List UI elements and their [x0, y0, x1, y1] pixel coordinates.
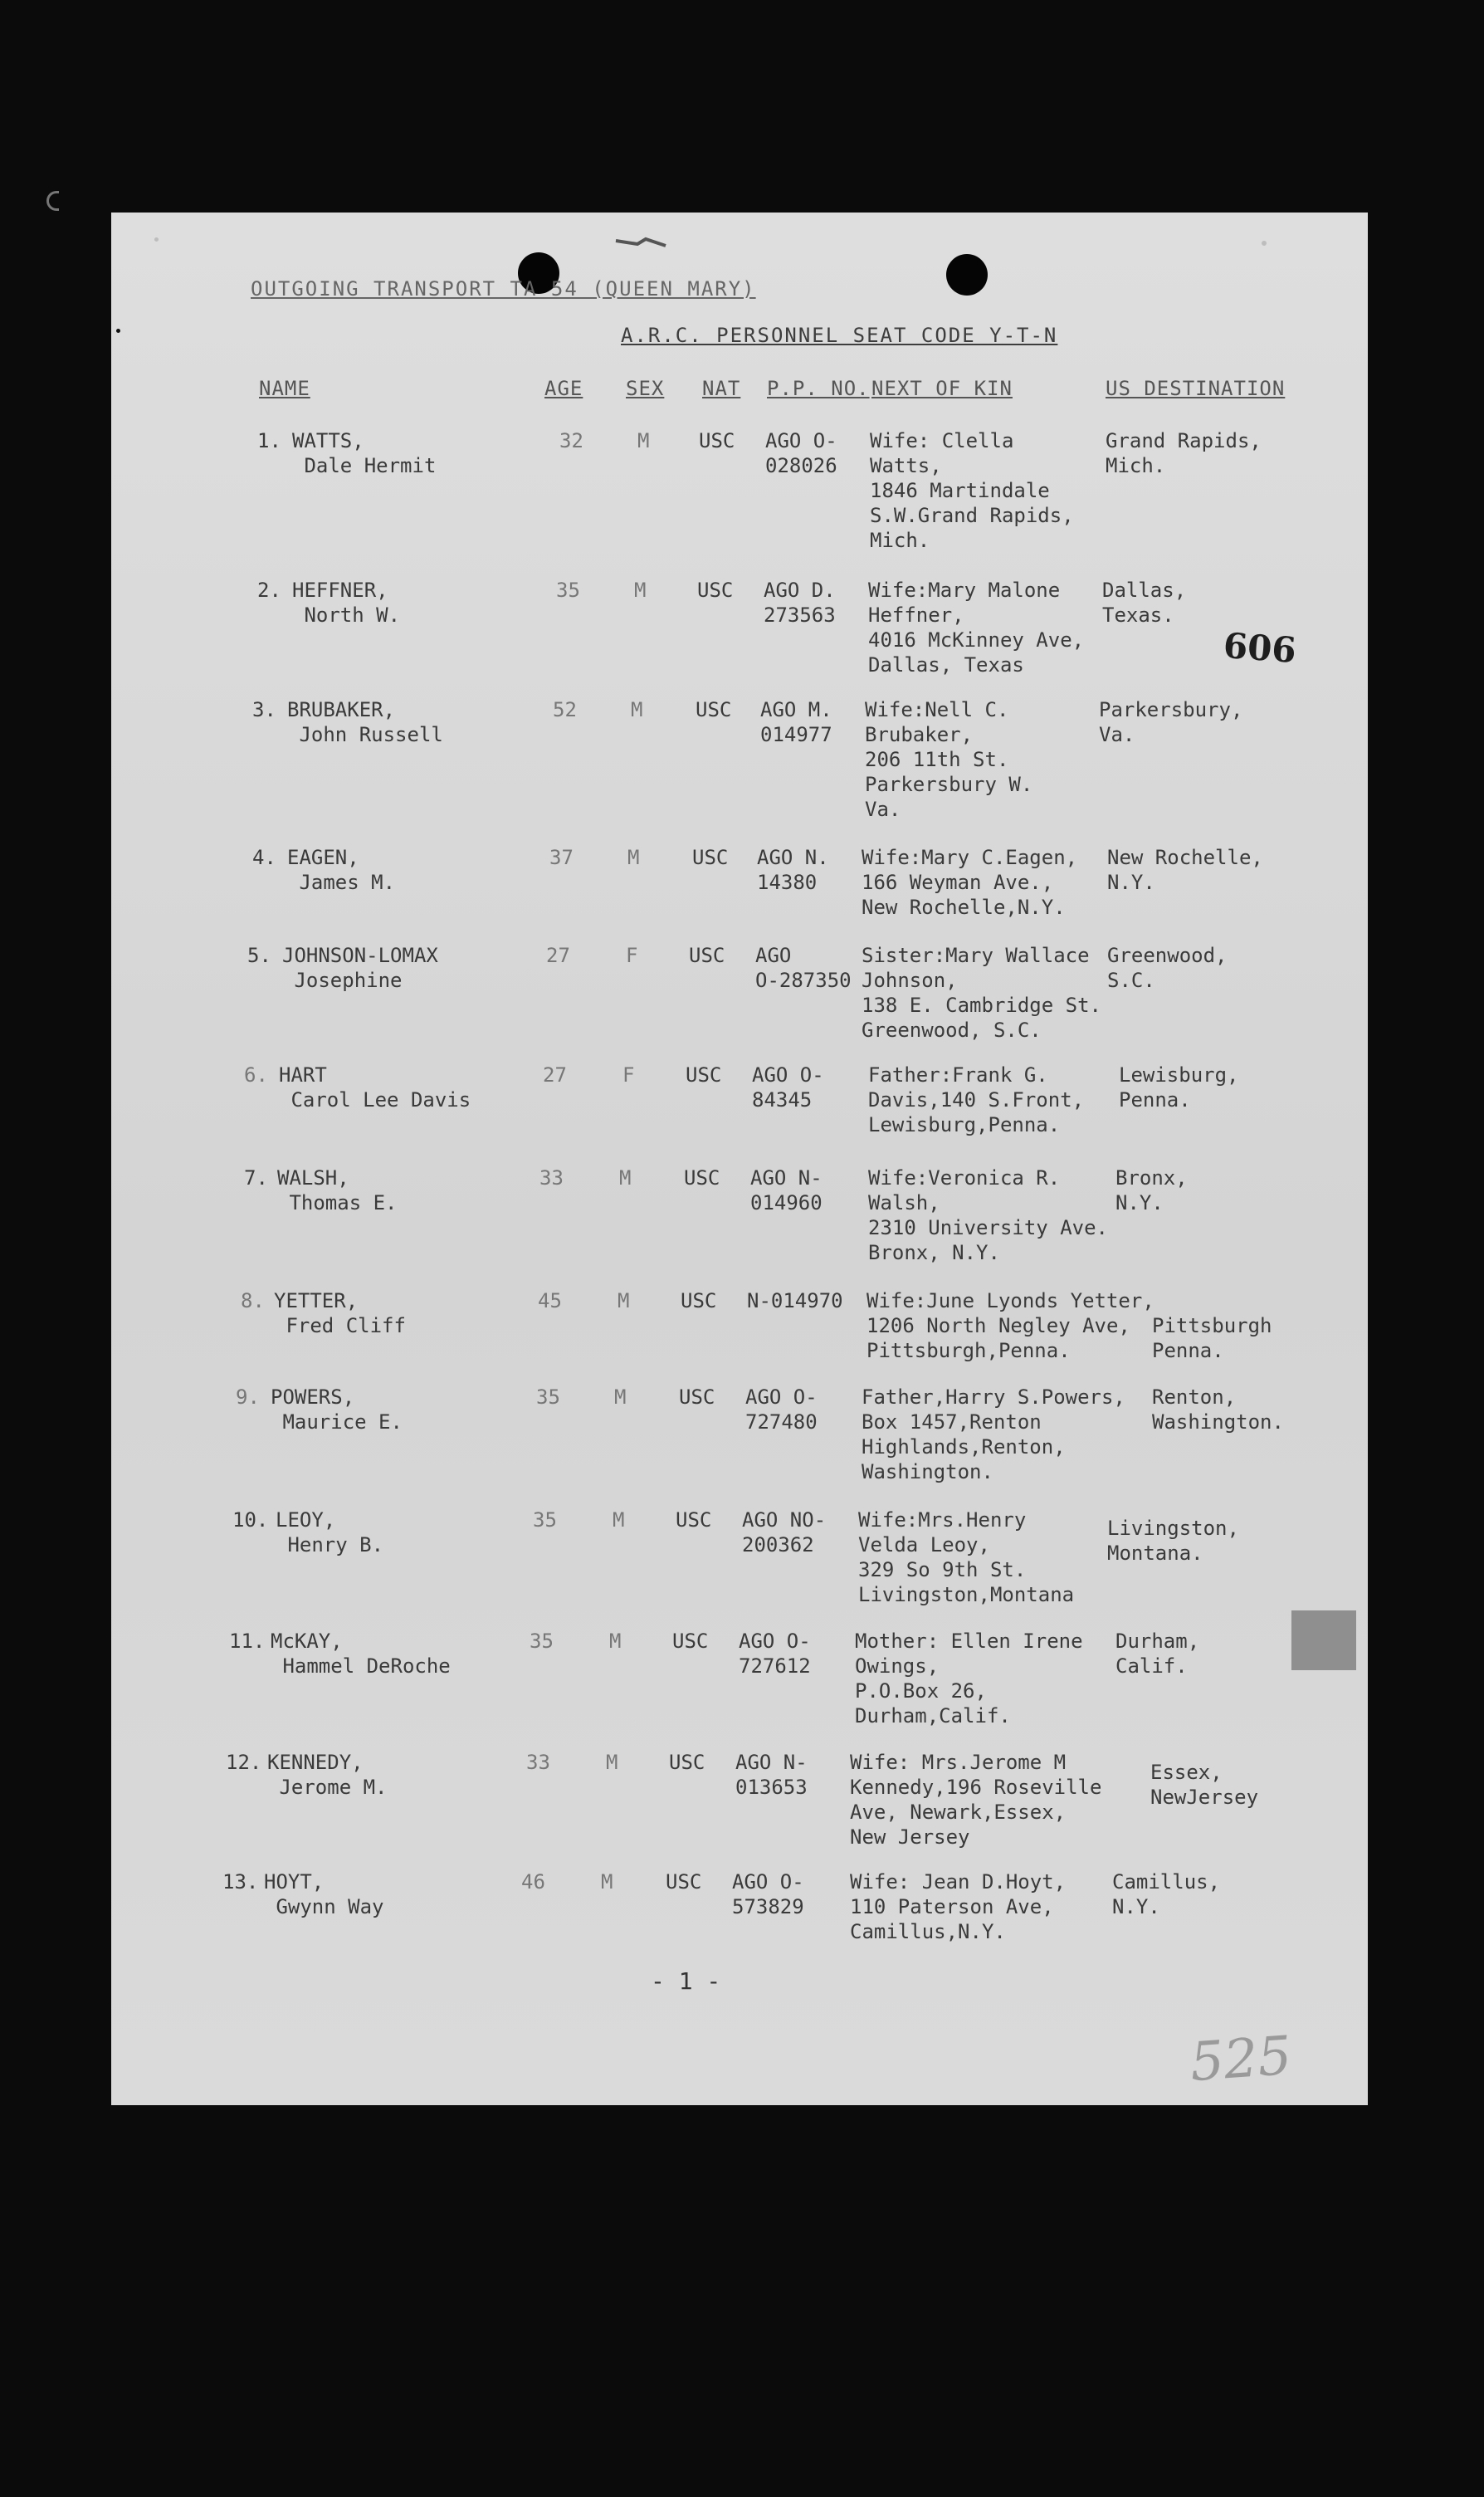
entry-pp-no: AGO N- 013653 [735, 1751, 808, 1799]
col-age: AGE [544, 377, 583, 400]
entry-next-of-kin: Wife: Mrs.Jerome M Kennedy,196 Roseville Ave, Newark,Essex, New Jersey [850, 1751, 1102, 1849]
entry-pp-no: AGO N. 14380 [757, 846, 829, 894]
handwritten-number: 525 [1188, 2025, 1294, 2094]
entry-nat: USC [684, 1166, 720, 1190]
entry-name: WATTS, Dale Hermit [292, 429, 437, 477]
entry-age: 52 [553, 698, 577, 721]
col-us-destination: US DESTINATION [1106, 377, 1286, 400]
entry-destination: Pittsburgh Penna. [1152, 1314, 1272, 1362]
entry-nat: USC [699, 429, 735, 452]
entry-number: 9. [236, 1385, 260, 1409]
entry-next-of-kin: Father,Harry S.Powers, Box 1457,Renton Highlands,Renton, Washington. [862, 1385, 1125, 1483]
entry-next-of-kin: Wife: Clella Watts, 1846 Martindale S.W.Grand Rapids, Mich. [870, 429, 1074, 552]
entry-nat: USC [666, 1870, 702, 1894]
entry-destination: Grand Rapids, Mich. [1106, 429, 1262, 477]
speck [154, 237, 159, 242]
entry-name: LEOY, Henry B. [276, 1508, 384, 1556]
personnel-subtitle: A.R.C. PERSONNEL SEAT CODE Y-T-N [621, 324, 1058, 347]
entry-pp-no: AGO O-287350 [755, 944, 852, 992]
punch-hole-right [946, 254, 988, 296]
entry-nat: USC [669, 1751, 705, 1774]
entry-name: HART Carol Lee Davis [279, 1063, 471, 1112]
entry-next-of-kin: Wife:Mrs.Henry Velda Leoy, 329 So 9th St. Livingston,Montana [858, 1508, 1075, 1606]
entry-sex: M [619, 1166, 632, 1190]
entry-nat: USC [679, 1385, 715, 1409]
film-mark [46, 191, 59, 211]
transport-header: OUTGOING TRANSPORT TA 54 (QUEEN MARY) [251, 277, 756, 301]
entry-number: 5. [247, 944, 271, 967]
entry-name: HOYT, Gwynn Way [264, 1870, 384, 1918]
entry-nat: USC [689, 944, 725, 967]
entry-age: 33 [526, 1751, 550, 1774]
entry-next-of-kin: Mother: Ellen Irene Owings, P.O.Box 26, Durham,Calif. [855, 1630, 1083, 1727]
staple-mark-icon [613, 232, 671, 254]
entry-nat: USC [697, 579, 734, 602]
entry-destination: Durham, Calif. [1115, 1630, 1200, 1678]
entry-sex: M [606, 1751, 618, 1774]
entry-age: 35 [533, 1508, 557, 1532]
entry-number: 4. [252, 846, 276, 869]
entry-number: 3. [252, 698, 276, 721]
entry-pp-no: AGO D. 273563 [764, 579, 836, 627]
entry-number: 6. [244, 1063, 268, 1087]
entry-sex: M [614, 1385, 627, 1409]
entry-destination: Camillus, N.Y. [1112, 1870, 1221, 1918]
entry-sex: M [609, 1630, 622, 1653]
entry-sex: M [601, 1870, 613, 1894]
entry-number: 2. [257, 579, 281, 602]
entry-name: JOHNSON-LOMAX Josephine [282, 944, 438, 992]
entry-sex: M [634, 579, 647, 602]
entry-name: HEFFNER, North W. [292, 579, 401, 627]
entry-nat: USC [686, 1063, 722, 1087]
entry-sex: M [627, 846, 640, 869]
entry-age: 37 [549, 846, 574, 869]
entry-destination: Renton, Washington. [1152, 1385, 1284, 1434]
entry-name: POWERS, Maurice E. [271, 1385, 403, 1434]
entry-sex: F [626, 944, 638, 967]
entry-pp-no: AGO N- 014960 [750, 1166, 823, 1214]
col-sex: SEX [626, 377, 665, 400]
entry-number: 10. [232, 1508, 269, 1532]
speck [1262, 241, 1267, 246]
entry-number: 12. [226, 1751, 262, 1774]
entry-name: EAGEN, James M. [287, 846, 396, 894]
entry-next-of-kin: Wife:June Lyonds Yetter, 1206 North Negley Ave, Pittsburgh,Penna. [866, 1289, 1154, 1362]
document-page [111, 213, 1368, 2105]
entry-number: 13. [222, 1870, 259, 1894]
entry-age: 27 [543, 1063, 567, 1087]
entry-sex: M [618, 1289, 630, 1312]
entry-number: 7. [244, 1166, 268, 1190]
entry-next-of-kin: Wife:Mary Malone Heffner, 4016 McKinney Ave, Dallas, Texas [868, 579, 1085, 677]
entry-nat: USC [696, 698, 732, 721]
entry-sex: M [637, 429, 650, 452]
entry-destination: Dallas, Texas. [1102, 579, 1187, 627]
entry-nat: USC [681, 1289, 717, 1312]
entry-destination: Lewisburg, Penna. [1119, 1063, 1239, 1112]
col-pp-no: P.P. NO. [767, 377, 870, 400]
entry-pp-no: AGO NO- 200362 [742, 1508, 827, 1556]
entry-age: 45 [538, 1289, 562, 1312]
entry-pp-no: N-014970 [747, 1289, 843, 1312]
entry-nat: USC [672, 1630, 709, 1653]
entry-next-of-kin: Father:Frank G. Davis,140 S.Front, Lewisburg,Penna. [868, 1063, 1085, 1136]
col-nat: NAT [702, 377, 741, 400]
entry-destination: New Rochelle, N.Y. [1107, 846, 1263, 894]
tape-tab [1291, 1610, 1356, 1670]
entry-sex: M [613, 1508, 625, 1532]
entry-number: 11. [229, 1630, 266, 1653]
entry-age: 35 [530, 1630, 554, 1653]
entry-sex: M [631, 698, 643, 721]
entry-number: 1. [257, 429, 281, 452]
entry-pp-no: AGO O- 727612 [739, 1630, 811, 1678]
entry-next-of-kin: Sister:Mary Wallace Johnson, 138 E. Cambridge St. Greenwood, S.C. [862, 944, 1101, 1042]
entry-pp-no: AGO O- 84345 [752, 1063, 824, 1112]
entry-nat: USC [676, 1508, 712, 1532]
entry-pp-no: AGO O- 727480 [745, 1385, 818, 1434]
entry-name: McKAY, Hammel DeRoche [271, 1630, 451, 1678]
stamp-number: 606 [1222, 625, 1298, 671]
page-number: - 1 - [651, 1967, 721, 1995]
entry-destination: Parkersbury, Va. [1099, 698, 1243, 746]
entry-name: BRUBAKER, John Russell [287, 698, 443, 746]
entry-pp-no: AGO O- 028026 [765, 429, 837, 477]
entry-next-of-kin: Wife:Nell C. Brubaker, 206 11th St. Parkersbury W. Va. [865, 698, 1033, 821]
entry-sex: F [622, 1063, 635, 1087]
entry-name: WALSH, Thomas E. [277, 1166, 398, 1214]
entry-age: 35 [536, 1385, 560, 1409]
entry-age: 35 [556, 579, 580, 602]
entry-next-of-kin: Wife: Jean D.Hoyt, 110 Paterson Ave, Camillus,N.Y. [850, 1870, 1067, 1943]
entry-destination: Livingston, Montana. [1107, 1517, 1239, 1565]
entry-destination: Greenwood, S.C. [1107, 944, 1228, 992]
entry-age: 32 [559, 429, 583, 452]
entry-pp-no: AGO O- 573829 [732, 1870, 804, 1918]
entry-next-of-kin: Wife:Veronica R. Walsh, 2310 University Ave. Bronx, N.Y. [868, 1166, 1108, 1264]
entry-nat: USC [692, 846, 729, 869]
entry-name: YETTER, Fred Cliff [274, 1289, 406, 1337]
col-next-of-kin: NEXT OF KIN [871, 377, 1013, 400]
entry-pp-no: AGO M. 014977 [760, 698, 832, 746]
entry-number: 8. [241, 1289, 265, 1312]
col-name: NAME [259, 377, 310, 400]
entry-age: 33 [539, 1166, 564, 1190]
speck [116, 329, 120, 333]
entry-destination: Essex, NewJersey [1150, 1761, 1259, 1809]
entry-name: KENNEDY, Jerome M. [267, 1751, 388, 1799]
entry-destination: Bronx, N.Y. [1115, 1166, 1188, 1214]
entry-age: 27 [546, 944, 570, 967]
entry-next-of-kin: Wife:Mary C.Eagen, 166 Weyman Ave., New Rochelle,N.Y. [862, 846, 1078, 919]
entry-age: 46 [521, 1870, 545, 1894]
